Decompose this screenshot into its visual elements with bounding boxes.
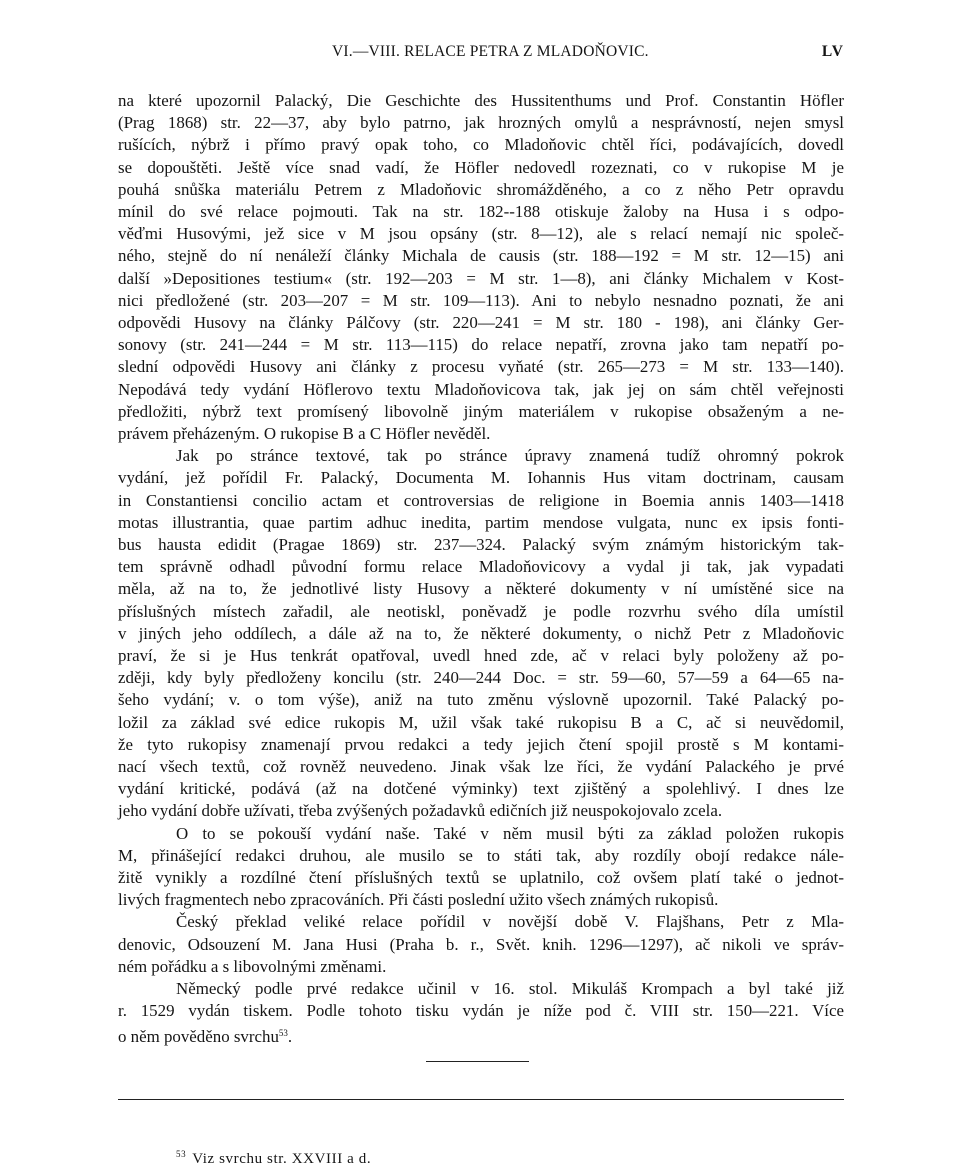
text-line: jeho vydání dobře užívati, třeba zvýšených požadavků edičních již neuspokojovalo zcela. bbox=[118, 801, 723, 820]
text-line: v jiných jeho oddílech, a dále až na to, že některé dokumenty, o nichž Petr z Mladoňovic bbox=[118, 624, 844, 643]
text-line: mínil do své relace pojmouti. Tak na str. 182--188 otiskuje žaloby na Husa i s odpo- bbox=[118, 202, 844, 221]
text-line: věďmi Husovými, jež sice v M jsou opsány (str. 8—12), ale s relací nemají nic společ- bbox=[118, 224, 844, 243]
text-line: bus hausta edidit (Pragae 1869) str. 237—324. Palacký svým známým historickým tak- bbox=[118, 535, 844, 554]
running-header bbox=[118, 43, 844, 65]
text-line: slední odpovědi Husovy ani články z procesu vyňaté (str. 265—273 = M str. 133—140). bbox=[118, 357, 844, 376]
text-line: (Prag 1868) str. 22—37, aby bylo patrno, jak hrozných omylů a nesprávností, nejen smysl bbox=[118, 113, 844, 132]
section-divider bbox=[426, 1061, 529, 1062]
text-line: měla, až na to, že jednotlivé listy Husovy a některé dokumenty v ní umístěné sice na bbox=[118, 579, 844, 598]
footnote-text: Viz svrchu str. XXVIII a d. bbox=[192, 1151, 372, 1167]
footnote bbox=[176, 1149, 371, 1168]
footnote-rule bbox=[118, 1099, 844, 1100]
text-line: rušících, nýbrž i přímo pravý opak toho, co Mladoňovic chtěl říci, podávajících, dovedl bbox=[118, 135, 844, 154]
text-line: se dopouštěti. Ještě více snad vadí, že Höfler nedovedl rozeznati, co v rukopise M je bbox=[118, 158, 844, 177]
text-line: denovic, Odsouzení M. Jana Husi (Praha b. r., Svět. knih. 1296—1297), ač nikoli ve správ- bbox=[118, 935, 844, 954]
text-line: Český překlad veliké relace pořídil v novější době V. Flajšhans, Petr z Mla- bbox=[176, 912, 844, 931]
text-line: Nepodává tedy vydání Höflerovo textu Mladoňovicova tak, jak jej on sám chtěl veřejnosti bbox=[118, 380, 844, 399]
text-line: vydání, jež pořídil Fr. Palacký, Documenta M. Iohannis Hus vitam doctrinam, causam bbox=[118, 468, 844, 487]
text-line: livých fragmentech nebo zpracováních. Při části poslední užito všech známých rukopisů. bbox=[118, 890, 719, 909]
text-line: Německý podle prvé redakce učinil v 16. stol. Mikuláš Krompach a byl také již bbox=[176, 979, 844, 998]
text-line: sonovy (str. 241—244 = M str. 113—115) do relace nepatří, zrovna jako tam nepatří po- bbox=[118, 335, 844, 354]
text-line: příslušných místech zařadil, ale neotiskl, poněvadž je podle rozvrhu svého díla umístil bbox=[118, 602, 844, 621]
text-line: na které upozornil Palacký, Die Geschichte des Hussitenthums und Prof. Constantin Höfler bbox=[118, 91, 844, 110]
text-line: r. 1529 vydán tiskem. Podle tohoto tisku vydán je níže pod č. VIII str. 150—221. Více bbox=[118, 1001, 844, 1020]
text-line: praví, že si je Hus tenkrát opatřoval, uvedl hned zde, ač v relaci byly položeny až po- bbox=[118, 646, 844, 665]
text-line: ném pořádku a s libovolnými změnami. bbox=[118, 957, 387, 976]
text-line: zději, kdy byly předloženy koncilu (str. 240—244 Doc. = str. 59—60, 57—59 a 64—65 na- bbox=[118, 668, 844, 687]
text-line: in Constantiensi concilio actam et controversias de religione in Boemia annis 1403—1418 bbox=[118, 491, 844, 510]
text-line: předložiti, nýbrž text promísený libovolně jiným materiálem v rukopise obsaženým a ne- bbox=[118, 402, 844, 421]
text-line: že tyto rukopisy znamenají prvou redakci a tedy jejich čtení spojil prostě s M kontami- bbox=[118, 735, 844, 754]
text-line: vydání kritické, podává (až na dotčené výminky) text zjištěný a spolehlivý. I dnes lze bbox=[118, 779, 844, 798]
text-line: žitě vynikly a rozdílné čtení příslušných textů se uplatnilo, což ovšem platí také o jednot- bbox=[118, 868, 844, 887]
footnote-number: 53 bbox=[176, 1149, 187, 1159]
text-line: odpovědi Husovy na články Pálčovy (str. 220—241 = M str. 180 - 198), ani články Ger- bbox=[118, 313, 844, 332]
text-line: nici předložené (str. 203—207 = M str. 109—113). Ani to nebylo nesnadno poznati, že ani bbox=[118, 291, 844, 310]
text-line: nací všech textů, což rovněž neuvedeno. Jinak však lze říci, že vydání Palackého je prvé bbox=[118, 757, 844, 776]
text-line: o něm pověděno svrchu$^{53}$. bbox=[118, 1027, 293, 1046]
running-title: VI.—VIII. RELACE PETRA Z MLADOŇOVIC. bbox=[332, 43, 649, 60]
footnote-reference: 53 bbox=[278, 1028, 288, 1038]
page-number: LV bbox=[821, 43, 844, 60]
text-line: ložil za základ své edice rukopis M, užil však také rukopisu B a C, ač si neuvědomil, bbox=[118, 713, 844, 732]
text-line: ného, stejně do ní nenáleží články Michala de causis (str. 188—192 = M str. 12—15) ani bbox=[118, 246, 844, 265]
text-line: O to se pokouší vydání naše. Také v něm musil býti za základ položen rukopis bbox=[176, 824, 844, 843]
text-line: tem správně odhadl původní formu relace Mladoňovicovy a vydal ji tak, jak vypadati bbox=[118, 557, 844, 576]
text-line: pouhá snůška materiálu Petrem z Mladoňovic shromážděného, a co z něho Petr opravdu bbox=[118, 180, 844, 199]
text-line: motas illustrantia, quae partim adhuc inedita, partim mendose vulgata, nunc ex ipsis fonti- bbox=[118, 513, 844, 532]
text-line: šeho vydání; v. o tom výše), aniž na tuto změnu výslovně upozornil. Také Palacký po- bbox=[118, 690, 844, 709]
text-line: Jak po stránce textové, tak po stránce úpravy znamená tudíž ohromný pokrok bbox=[176, 446, 844, 465]
text-line: M, přinášející redakci druhou, ale musilo se to státi tak, aby rozdíly obojí redakce nále- bbox=[118, 846, 844, 865]
text-line: další »Depositiones testium« (str. 192—203 = M str. 1—8), ani články Michalem v Kost- bbox=[118, 269, 844, 288]
text-line: právem přeházeným. O rukopise B a C Höfler nevěděl. bbox=[118, 424, 491, 443]
